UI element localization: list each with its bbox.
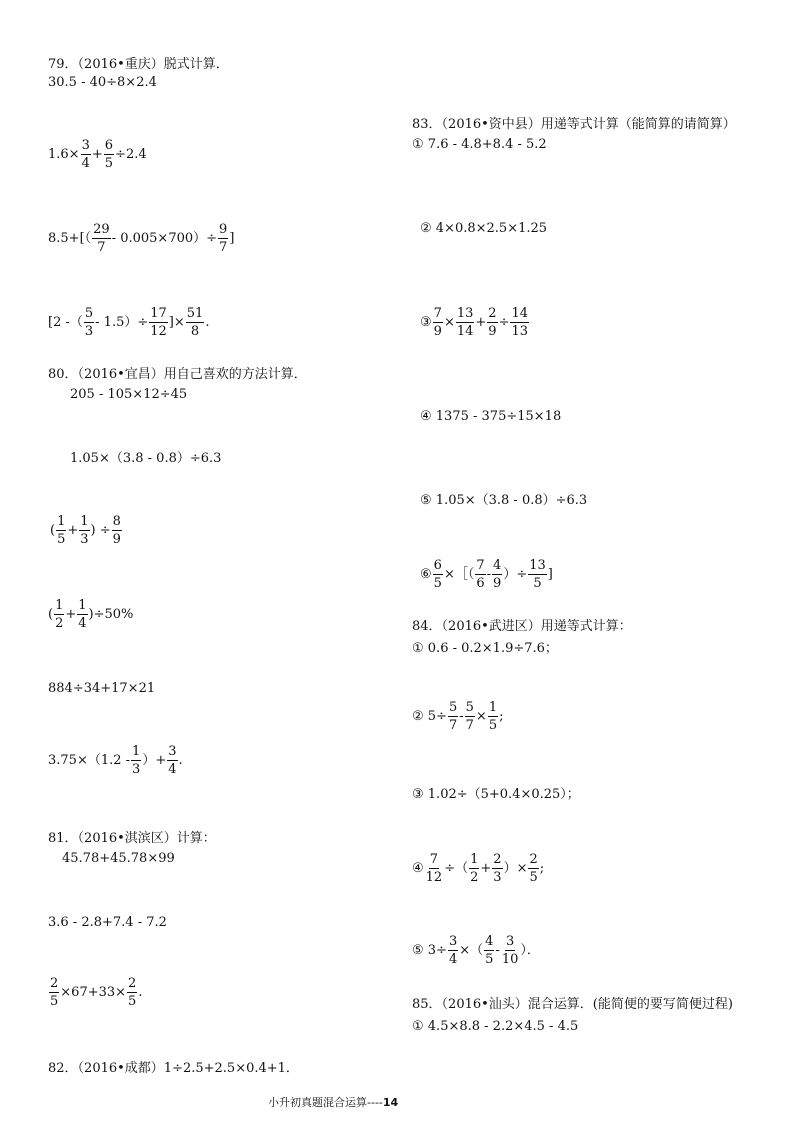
q83-expr-2: ② 4×0.8×2.5×1.25 xyxy=(420,221,548,236)
page-footer xyxy=(268,1094,398,1112)
q84-expr-5: ⑤ 3÷ $\frac{3}{4}$ ×（ $\frac{4}{5}$ - $\frac{3}{10}$ ）． xyxy=(412,934,540,967)
q83-expr-3: ③ $\frac{7}{9}$ × $\frac{13}{14}$ + $\frac{2}{9}$ ÷ $\frac{14}{13}$ xyxy=(420,306,529,339)
fraction: $\frac{8}{9}$ xyxy=(112,514,121,547)
q84-expr-3: ③ 1.02÷（5+0.4×0.25）； xyxy=(412,787,580,802)
q83-expr-6: ⑥ $\frac{6}{5}$ ×［（ $\frac{7}{6}$ - $\frac{4}{9}$ ）÷ $\frac{13}{5}$ ] xyxy=(420,558,553,591)
q84-expr-1: ① 0.6 - 0.2×1.9÷7.6； xyxy=(412,641,558,656)
q79-expr-3: 8.5+[（ $\frac{29}{7}$ - 0.005×700）÷ $\frac{9}{7}$ ] xyxy=(48,222,235,255)
fraction: $\frac{5}{7}$ xyxy=(448,700,458,733)
fraction: $\frac{1}{5}$ xyxy=(488,700,498,733)
fraction: $\frac{6}{5}$ xyxy=(433,558,442,591)
fraction: $\frac{7}{9}$ xyxy=(433,306,442,339)
fraction: $\frac{14}{13}$ xyxy=(511,306,529,339)
fraction: $\frac{2}{5}$ xyxy=(50,976,59,1009)
fraction: $\frac{1}{2}$ xyxy=(470,852,479,885)
fraction: $\frac{5}{3}$ xyxy=(84,306,94,339)
q81-title: 81．（2016•淇滨区）计算： xyxy=(48,831,216,846)
fraction: $\frac{51}{8}$ xyxy=(186,306,204,339)
q84-expr-4: ④ $\frac{7}{12}$ ÷（ $\frac{1}{2}$ + $\frac{2}{3}$ ）× $\frac{2}{5}$ ; xyxy=(412,852,545,885)
q79-expr-1: 30.5 - 40÷8×2.4 xyxy=(48,75,157,90)
q80-expr-2: 1.05×（3.8 - 0.8）÷6.3 xyxy=(70,451,222,466)
fraction: $\frac{2}{9}$ xyxy=(488,306,497,339)
q80-expr-5: 884÷34+17×21 xyxy=(48,681,156,696)
q84-title: 84．（2016•武进区）用递等式计算： xyxy=(412,619,632,634)
q80-expr-1: 205 - 105×12÷45 xyxy=(70,387,188,402)
fraction: $\frac{2}{5}$ xyxy=(529,852,538,885)
q83-expr-1: ① 7.6 - 4.8+8.4 - 5.2 xyxy=(412,137,547,152)
fraction: $\frac{4}{5}$ xyxy=(485,934,494,967)
fraction: $\frac{9}{7}$ xyxy=(219,222,228,255)
fraction: $\frac{3}{4}$ xyxy=(81,138,90,171)
q79-expr-2: 1.6× $\frac{3}{4}$ + $\frac{6}{5}$ ÷2.4 xyxy=(48,138,147,171)
q83-expr-4: ④ 1375 - 375÷15×18 xyxy=(420,409,562,424)
fraction: $\frac{17}{12}$ xyxy=(150,306,167,339)
q85-expr-1: ① 4.5×8.8 - 2.2×4.5 - 4.5 xyxy=(412,1019,579,1034)
q85-title: 85．（2016•汕头）混合运算．(能简便的要写简便过程) xyxy=(412,997,733,1012)
q81-expr-2: 3.6 - 2.8+7.4 - 7.2 xyxy=(48,915,167,930)
q80-expr-6: 3.75×（1.2 - $\frac{1}{3}$ ）+ $\frac{3}{4}$ . xyxy=(48,744,183,777)
fraction: $\frac{7}{6}$ xyxy=(476,558,485,591)
fraction: $\frac{1}{3}$ xyxy=(80,514,89,547)
fraction: $\frac{3}{4}$ xyxy=(448,934,458,967)
q80-title: 80．（2016•宜昌）用自己喜欢的方法计算． xyxy=(48,367,307,382)
q84-expr-2: ② 5÷ $\frac{5}{7}$ - $\frac{5}{7}$ × $\frac{1}{5}$ ; xyxy=(412,700,504,733)
q83-expr-5: ⑤ 1.05×（3.8 - 0.8）÷6.3 xyxy=(420,493,588,508)
fraction: $\frac{1}{2}$ xyxy=(55,598,64,631)
q81-expr-3: $\frac{2}{5}$ ×67+33× $\frac{2}{5}$ . xyxy=(50,976,143,1009)
q80-expr-3: ( $\frac{1}{5}$ + $\frac{1}{3}$ ) ÷ $\frac{8}{9}$ xyxy=(50,514,121,547)
fraction: $\frac{5}{7}$ xyxy=(465,700,474,733)
fraction: $\frac{2}{3}$ xyxy=(493,852,502,885)
fraction: $\frac{1}{3}$ xyxy=(132,744,141,777)
fraction: $\frac{1}{5}$ xyxy=(57,514,66,547)
fraction: $\frac{2}{5}$ xyxy=(128,976,137,1009)
q79-title: 79．（2016•重庆）脱式计算． xyxy=(48,57,229,72)
fraction: $\frac{29}{7}$ xyxy=(93,222,110,255)
q79-expr-4: [2 -（ $\frac{5}{3}$ - 1.5）÷ $\frac{17}{12}$ ]× $\frac{51}{8}$ . xyxy=(48,306,210,339)
footer-label: 小升初真题混合运算---- xyxy=(268,1096,383,1109)
q82-title: 82．（2016•成都）1÷2.5+2.5×0.4+1． xyxy=(48,1061,299,1076)
fraction: $\frac{13}{14}$ xyxy=(456,306,474,339)
fraction: $\frac{7}{12}$ xyxy=(425,852,443,885)
fraction: $\frac{6}{5}$ xyxy=(104,138,114,171)
fraction: $\frac{3}{10}$ xyxy=(501,934,519,967)
q80-expr-4: ( $\frac{1}{2}$ + $\frac{1}{4}$ )÷50% xyxy=(48,598,134,631)
q81-expr-1: 45.78+45.78×99 xyxy=(62,851,175,866)
fraction: $\frac{1}{4}$ xyxy=(78,598,87,631)
q83-title: 83．（2016•资中县）用递等式计算（能简算的请简算） xyxy=(412,117,736,132)
fraction: $\frac{3}{4}$ xyxy=(168,744,177,777)
fraction: $\frac{4}{9}$ xyxy=(493,558,502,591)
fraction: $\frac{13}{5}$ xyxy=(529,558,546,591)
page-number: 14 xyxy=(382,1096,399,1109)
